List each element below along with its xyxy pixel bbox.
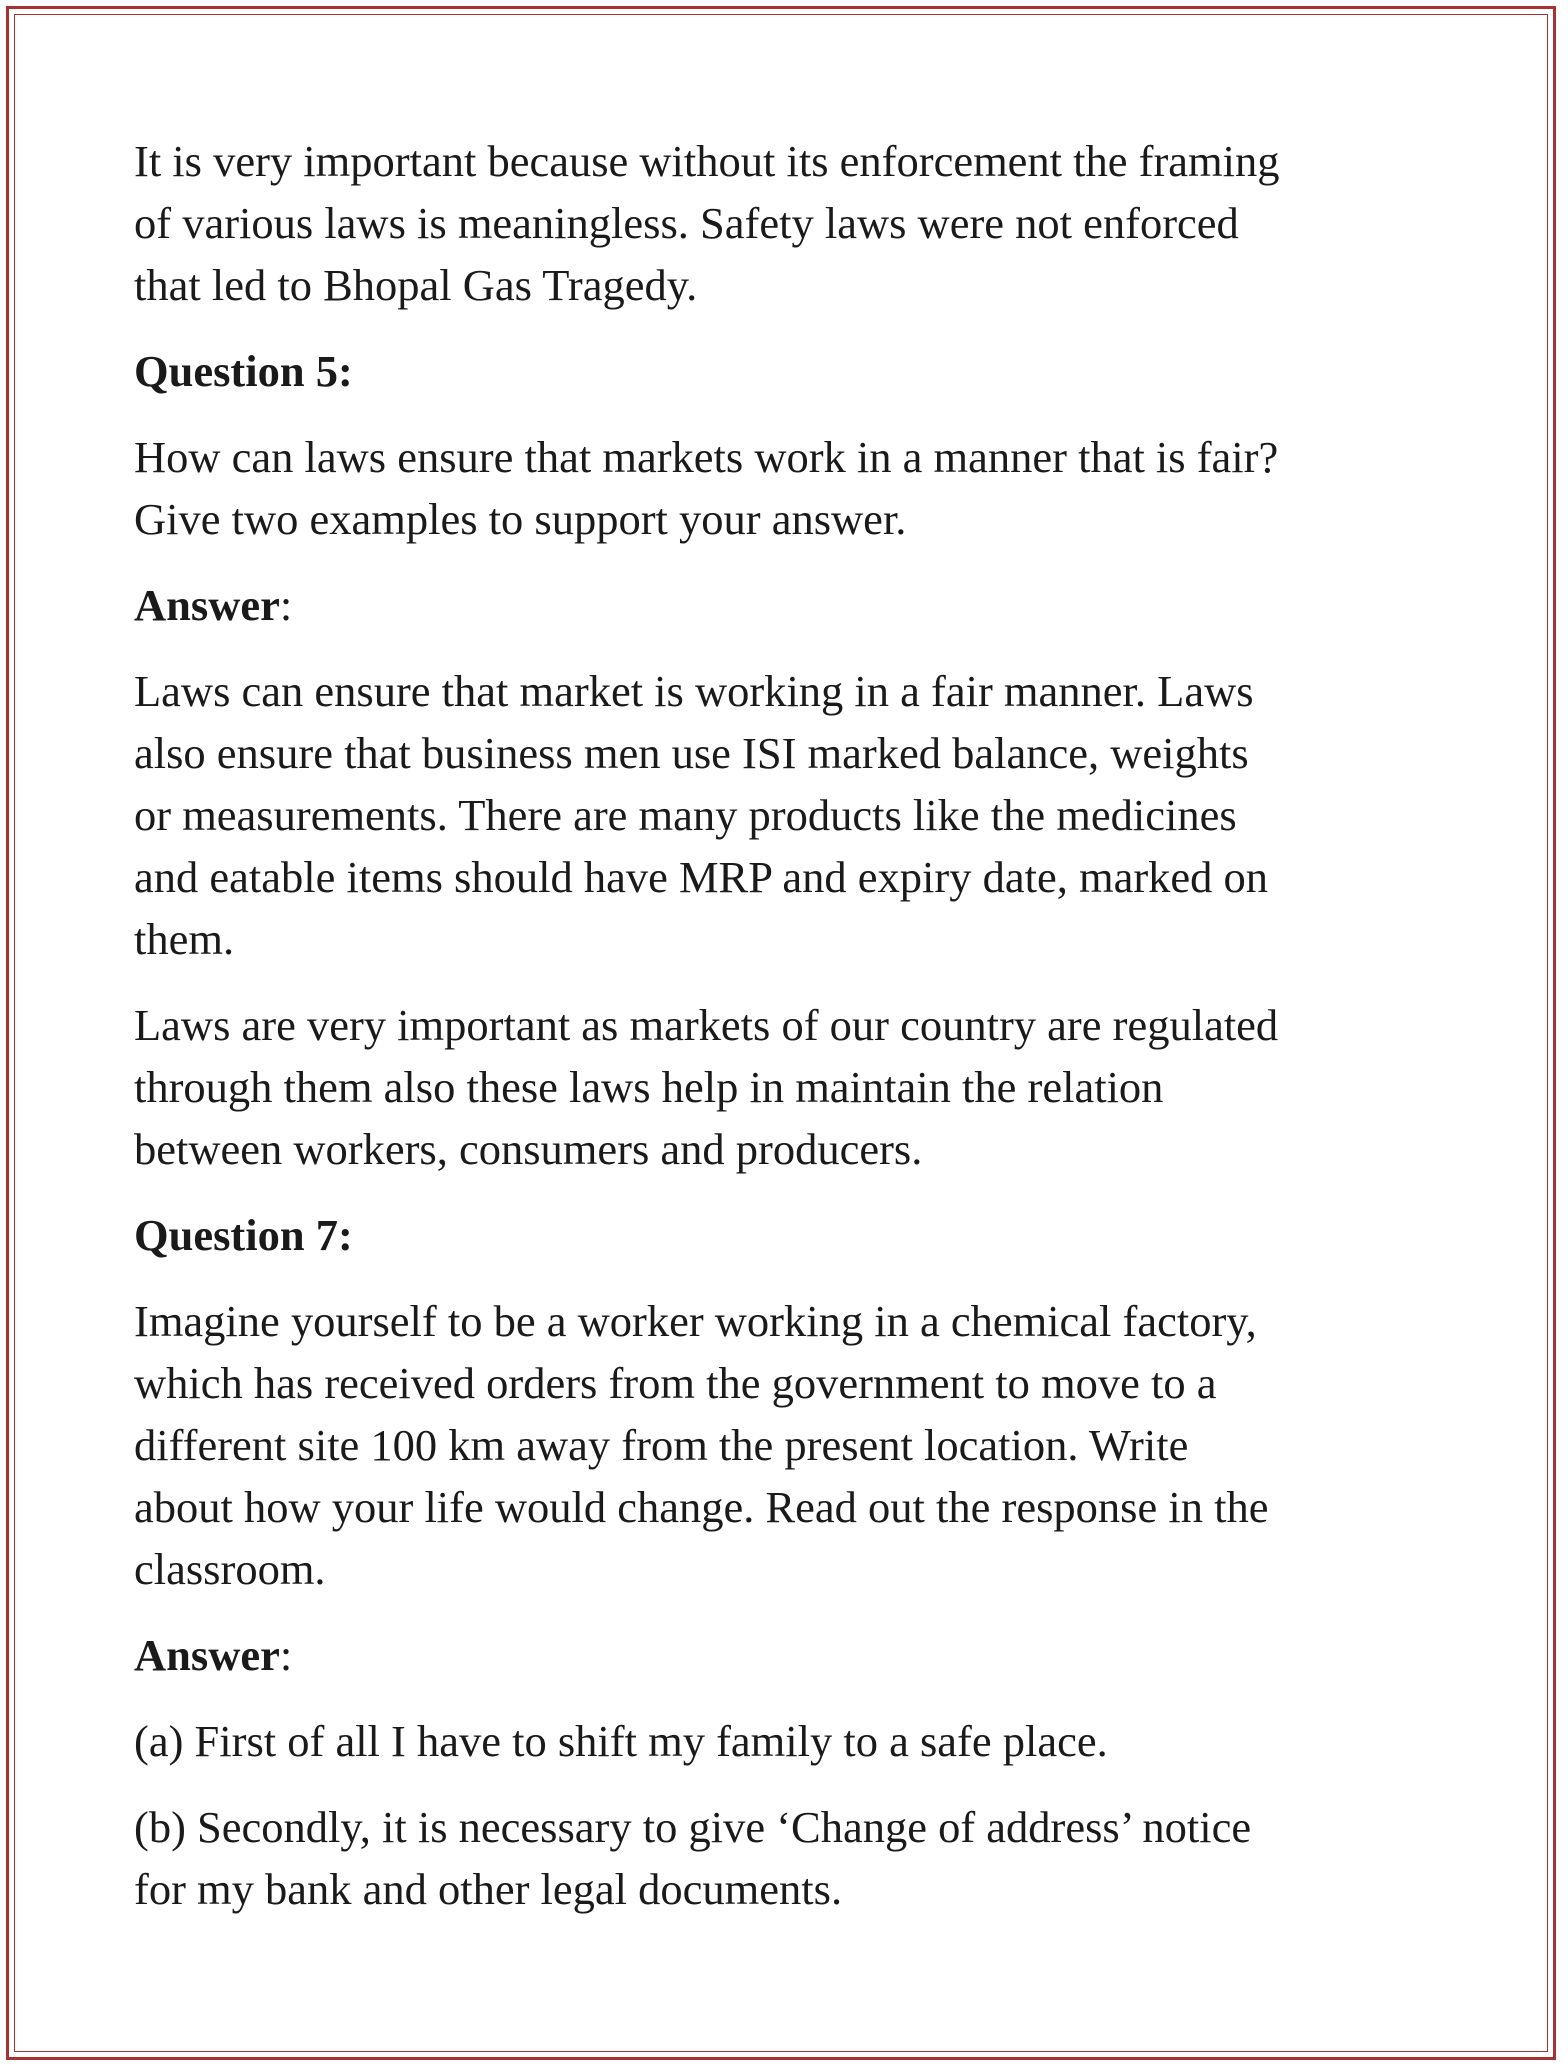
answer-label [134,1624,1444,1686]
answer-label-colon: : [279,580,293,630]
paragraph-enforcement-importance: It is very important because without its enforcement the framing of various laws is meaningless. Safety laws were not enforced that led to Bhopal Gas Tragedy. [134,136,1280,310]
question-5-heading: Question 5: [134,346,353,396]
answer-5-paragraph-1: Laws can ensure that market is working in a fair manner. Laws also ensure that business men use ISI marked balance, weights or measurements. There are many products like the medicines and eatable items should have MRP and expiry date, marked on them. [134,666,1269,964]
question-7-heading: Question 7: [134,1210,353,1260]
document-body [134,130,1444,1944]
answer-7-point-b: (b) Secondly, it is necessary to give ‘Change of address’ notice for my bank and other legal documents. [134,1802,1252,1914]
answer-label-text: Answer [134,1630,280,1680]
answer-label-colon: : [279,1630,293,1680]
answer-7-point-a: (a) First of all I have to shift my family to a safe place. [134,1716,1108,1766]
answer-label-text: Answer [134,580,280,630]
answer-label [134,574,1444,636]
question-7-text: Imagine yourself to be a worker working in a chemical factory, which has received orders from the government to move to a different site 100 km away from the present location. Write about how your life would change. Read out the response in the classroom. [134,1296,1269,1594]
answer-5-paragraph-2: Laws are very important as markets of our country are regulated through them also these laws help in maintain the relation between workers, consumers and producers. [134,1000,1279,1174]
question-5-text: How can laws ensure that markets work in a manner that is fair? Give two examples to support your answer. [134,432,1279,544]
